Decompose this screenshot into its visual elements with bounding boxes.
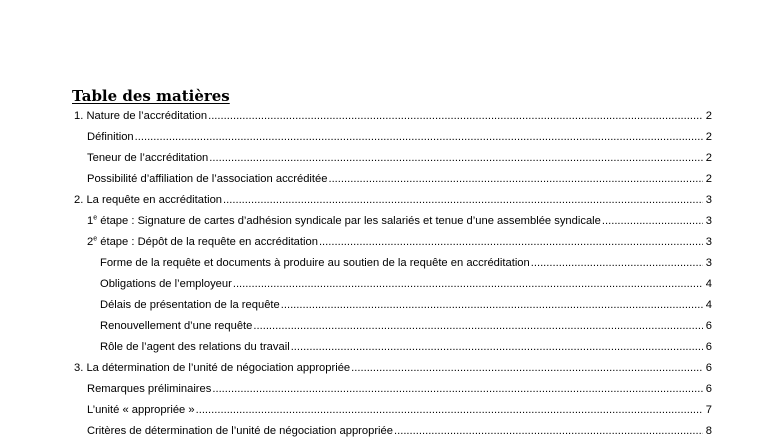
dot-leader <box>209 152 703 164</box>
toc-entry-text <box>87 236 318 248</box>
toc-entry[interactable] <box>72 194 712 215</box>
dot-leader <box>208 110 703 122</box>
dot-leader <box>291 341 703 353</box>
dot-leader <box>319 236 703 248</box>
toc-page-number: 6 <box>705 362 712 374</box>
toc-page-number: 6 <box>705 320 712 332</box>
dot-leader <box>351 362 703 374</box>
toc-entry[interactable] <box>72 278 712 299</box>
toc-entry[interactable] <box>72 236 712 257</box>
toc-page-number: 2 <box>705 110 712 122</box>
toc-page-number: 4 <box>705 278 712 290</box>
toc-entry[interactable] <box>72 110 712 131</box>
toc-entry[interactable] <box>72 173 712 194</box>
ordinal-suffix: e <box>93 235 98 243</box>
toc-entry[interactable] <box>72 320 712 341</box>
toc-entry[interactable] <box>72 341 712 362</box>
toc-page-number: 6 <box>705 341 712 353</box>
ordinal-number: 1 <box>87 215 94 227</box>
toc-entry[interactable] <box>72 299 712 320</box>
toc-entry-text: Remarques préliminaires <box>87 383 212 395</box>
dot-leader <box>531 257 703 269</box>
toc-entry[interactable] <box>72 383 712 404</box>
dot-leader <box>602 215 703 227</box>
toc-entry[interactable] <box>72 404 712 425</box>
toc-entry-text: 2. La requête en accréditation <box>74 194 223 206</box>
dot-leader <box>135 131 703 143</box>
dot-leader <box>212 383 703 395</box>
toc-entry-text: Définition <box>87 131 134 143</box>
toc-page-number: 3 <box>705 194 712 206</box>
ordinal-suffix: e <box>93 214 98 222</box>
toc-entry-text: Renouvellement d’une requête <box>100 320 253 332</box>
dot-leader <box>223 194 703 206</box>
toc-page-number: 2 <box>705 152 712 164</box>
toc-entry-text: Possibilité d’affiliation de l’association accréditée <box>87 173 328 185</box>
toc-entry[interactable] <box>72 215 712 236</box>
toc-entry-text: Obligations de l’employeur <box>100 278 232 290</box>
table-of-contents <box>72 110 712 441</box>
toc-page-number: 4 <box>705 299 712 311</box>
toc-entry-text: Délais de présentation de la requête <box>100 299 280 311</box>
toc-page-number: 2 <box>705 173 712 185</box>
toc-entry[interactable] <box>72 131 712 152</box>
ordinal-number: 2 <box>87 236 94 248</box>
toc-entry-text: Forme de la requête et documents à produire au soutien de la requête en accréditation <box>100 257 530 269</box>
toc-entry[interactable] <box>72 152 712 173</box>
toc-entry[interactable] <box>72 257 712 278</box>
dot-leader <box>394 425 703 437</box>
toc-title: Table des matières <box>72 87 230 105</box>
toc-page-number: 8 <box>705 425 712 437</box>
toc-page-number: 2 <box>705 131 712 143</box>
toc-entry[interactable] <box>72 425 712 441</box>
dot-leader <box>328 173 703 185</box>
toc-entry[interactable] <box>72 362 712 383</box>
dot-leader <box>253 320 703 332</box>
toc-entry-text: 1. Nature de l’accréditation <box>74 110 208 122</box>
toc-page-number: 6 <box>705 383 712 395</box>
toc-page-number: 3 <box>705 236 712 248</box>
toc-entry-text: 3. La détermination de l’unité de négociation appropriée <box>74 362 351 374</box>
toc-entry-label: étape : Dépôt de la requête en accréditation <box>97 236 318 248</box>
toc-page-number: 7 <box>705 404 712 416</box>
toc-entry-text: Teneur de l’accréditation <box>87 152 209 164</box>
toc-page-number: 3 <box>705 215 712 227</box>
toc-entry-text <box>87 215 601 227</box>
dot-leader <box>281 299 703 311</box>
toc-entry-label: étape : Signature de cartes d’adhésion syndicale par les salariés et tenue d’une assemblée syndicale <box>97 215 601 227</box>
toc-entry-text: L’unité « appropriée » <box>87 404 195 416</box>
dot-leader <box>233 278 703 290</box>
toc-entry-text: Critères de détermination de l’unité de négociation appropriée <box>87 425 393 437</box>
toc-page-number: 3 <box>705 257 712 269</box>
toc-entry-text: Rôle de l’agent des relations du travail <box>100 341 290 353</box>
dot-leader <box>196 404 703 416</box>
